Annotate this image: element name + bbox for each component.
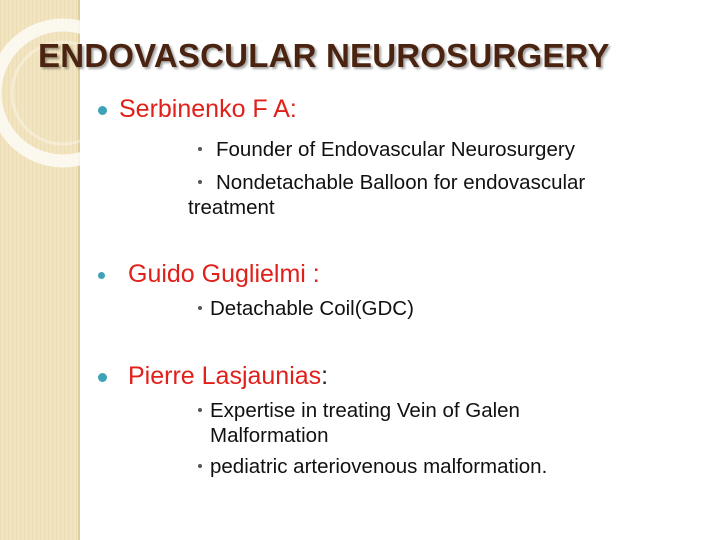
sub-bullet-text: Nondetachable Balloon for endovascular treatment [188, 171, 586, 219]
sub-bullet-balloon [188, 170, 668, 220]
slide-title: ENDOVASCULAR NEUROSURGERY [38, 37, 610, 74]
sub-bullet-dot-icon [198, 147, 202, 151]
sub-bullet-pediatric-avm [198, 454, 668, 479]
bullet-guglielmi [98, 260, 320, 289]
sub-bullet-text: pediatric arteriovenous malformation. [210, 455, 548, 478]
sub-bullet-text: Founder of Endovascular Neurosurgery [216, 138, 575, 161]
bullet-dot-icon [98, 373, 107, 382]
person-name: Pierre Lasjaunias [128, 362, 322, 390]
sub-bullet-founder [198, 137, 668, 162]
sub-bullet-dot-icon [198, 464, 202, 468]
bullet-dot-icon [98, 272, 105, 279]
name-colon: : [321, 362, 329, 390]
bullet-dot-icon [98, 106, 107, 115]
sub-bullet-dot-icon [198, 180, 202, 184]
sub-bullet-dot-icon [198, 408, 202, 412]
bullet-lasjaunias [98, 362, 328, 391]
person-name: Serbinenko F A: [119, 95, 297, 123]
sub-bullet-text: Expertise in treating Vein of Galen Malformation [210, 399, 520, 447]
sub-bullet-dot-icon [198, 306, 202, 310]
sub-bullet-text: Detachable Coil(GDC) [210, 297, 414, 320]
bullet-serbinenko [98, 95, 297, 124]
sub-bullet-vein-of-galen [198, 398, 628, 448]
person-name: Guido Guglielmi : [128, 260, 320, 288]
sub-bullet-gdc [198, 296, 668, 321]
